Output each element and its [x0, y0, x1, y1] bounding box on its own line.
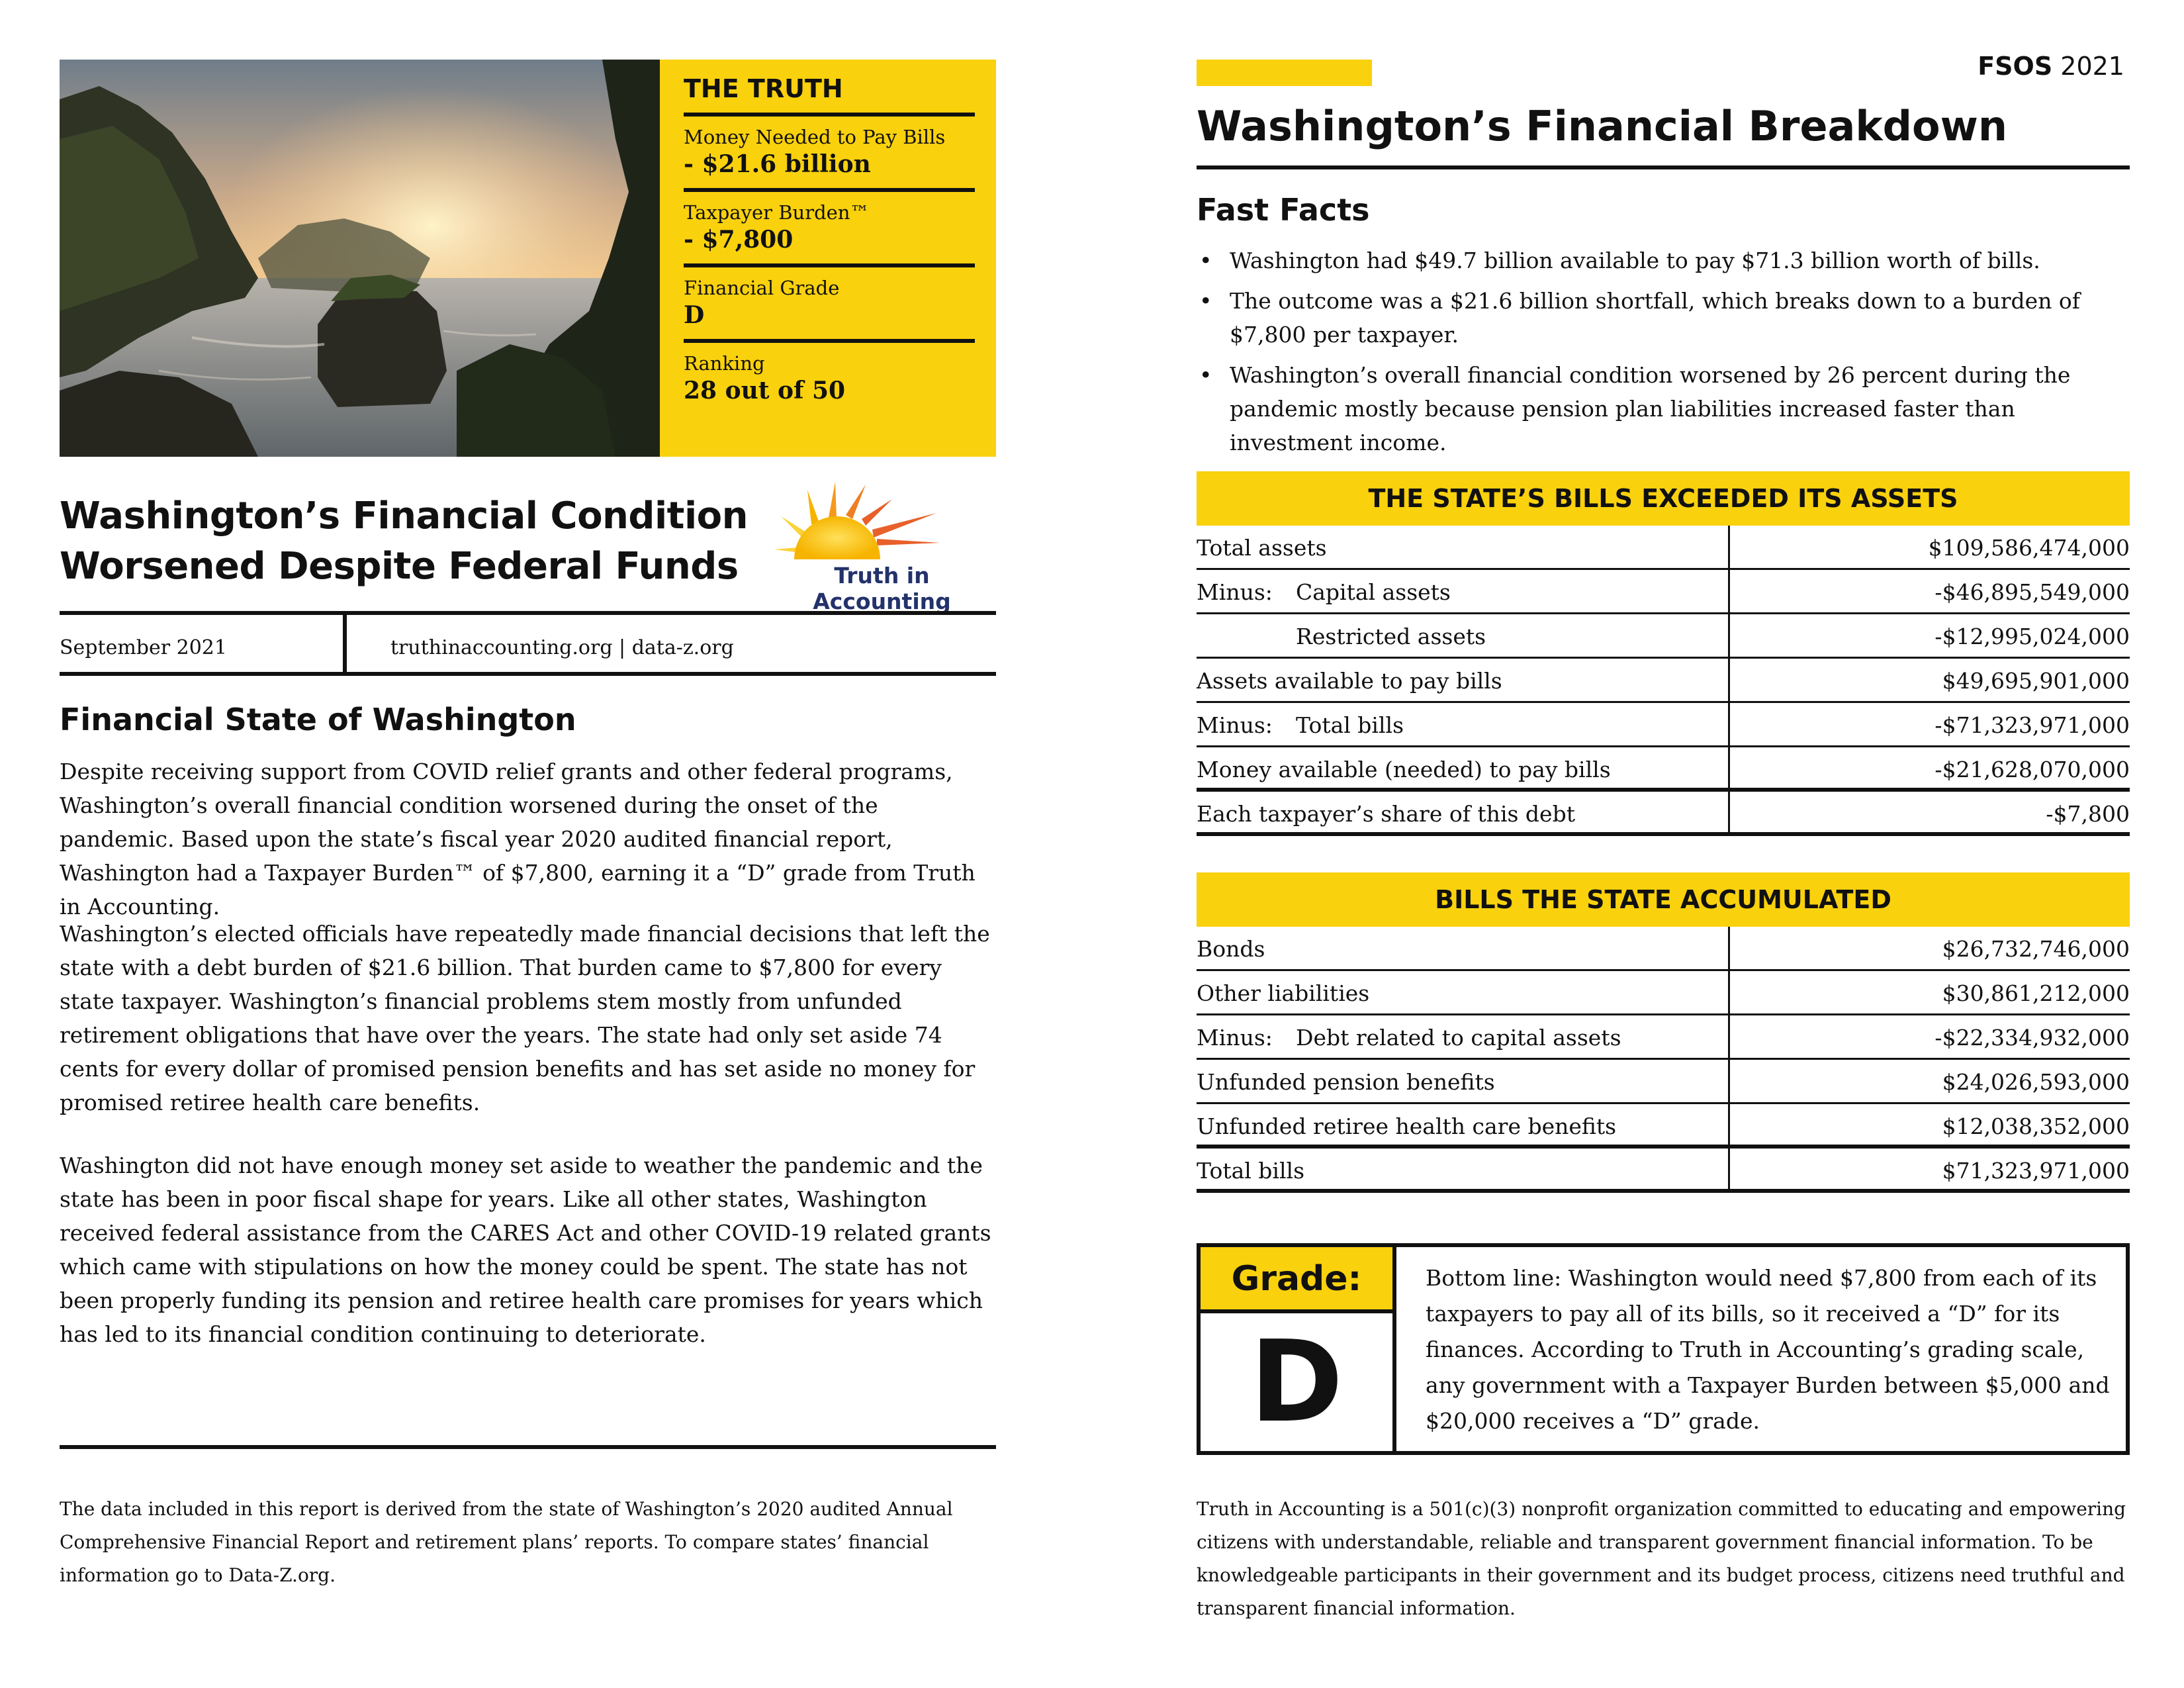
row-label: Other liabilities	[1197, 980, 1370, 1006]
column-divider	[1728, 703, 1730, 745]
fast-facts-list	[1197, 244, 2136, 466]
fsos-badge	[1978, 52, 2124, 81]
column-divider	[1728, 1149, 1730, 1189]
column-divider	[1728, 971, 1730, 1013]
logo-wordmark: Truth in Accounting	[813, 563, 951, 614]
body-paragraph: Despite receiving support from COVID relief grants and other federal programs, Washington’s overall financial condition worsened during the onset of the pandemic. Based upon the state’s fiscal year 2020 audited financial report, Washington had a Taxpayer Burden™ of $7,800, earning it a “D” grade from Truth in Accounting.	[60, 759, 976, 919]
row-value: $30,861,212,000	[1942, 980, 2130, 1006]
column-divider	[1728, 659, 1730, 701]
table-row	[1197, 570, 2130, 614]
fast-fact-item: • The outcome was a $21.6 billion shortfall, which breaks down to a burden of $7,800 per taxpayer.	[1197, 284, 2136, 352]
row-label: Debt related to capital assets	[1296, 1025, 1621, 1051]
row-value: $24,026,593,000	[1942, 1069, 2130, 1095]
date-bar-divider	[343, 615, 347, 672]
table-row	[1197, 703, 2130, 747]
publication-date: September 2021	[60, 636, 227, 659]
table-row	[1197, 747, 2130, 792]
row-value: $12,038,352,000	[1942, 1113, 2130, 1139]
column-divider	[1728, 792, 1730, 832]
fsos-label: FSOS	[1978, 52, 2053, 81]
body-paragraph: Washington did not have enough money set aside to weather the pandemic and the state has been in poor fiscal shape for years. Like all other states, Washington received federal assistance from the CARES Act and other COVID-19 related grants which came with stipulations on how the money could be spent. The state has not been properly funding its pension and retiree health care promises for years which has led to its financial condition continuing to deteriorate.	[60, 1152, 991, 1347]
row-value: $71,323,971,000	[1942, 1158, 2130, 1184]
truth-item-taxpayer-burden	[684, 192, 975, 267]
row-value: -$71,323,971,000	[1934, 712, 2130, 738]
report-title-line1: Washington’s Financial Condition	[60, 494, 748, 538]
truth-label: Ranking	[684, 352, 765, 375]
row-value: -$7,800	[2046, 801, 2130, 827]
row-label: Each taxpayer’s share of this debt	[1197, 801, 1575, 827]
row-label: Total bills	[1197, 1158, 1305, 1184]
date-bar	[60, 611, 996, 676]
row-prefix: Minus:	[1197, 712, 1273, 738]
column-divider	[1728, 1104, 1730, 1145]
row-label: Bonds	[1197, 936, 1265, 962]
table-row	[1197, 1149, 2130, 1193]
column-divider	[1728, 570, 1730, 612]
row-value: -$22,334,932,000	[1934, 1025, 2130, 1051]
table-row	[1197, 526, 2130, 570]
row-label: Unfunded pension benefits	[1197, 1069, 1495, 1095]
grade-label: Grade:	[1201, 1247, 1392, 1313]
fast-fact-item: • Washington’s overall financial condition worsened by 26 percent during the pandemic mostly because pension plan liabilities increased faster than investment income.	[1197, 358, 2136, 459]
truth-item-money-needed	[684, 117, 975, 192]
report-title-line2: Worsened Despite Federal Funds	[60, 545, 739, 588]
row-label: Restricted assets	[1296, 624, 1486, 649]
accent-bar	[1197, 60, 1372, 86]
table-row	[1197, 1060, 2130, 1104]
fast-fact-item: • Washington had $49.7 billion available to pay $71.3 billion worth of bills.	[1197, 244, 2136, 277]
truth-heading: THE TRUTH	[684, 74, 975, 117]
truth-label: Money Needed to Pay Bills	[684, 126, 946, 148]
column-divider	[1728, 927, 1730, 969]
fast-facts-title: Fast Facts	[1197, 192, 1370, 228]
website-links[interactable]: truthinaccounting.org | data-z.org	[390, 636, 734, 659]
truth-item-financial-grade	[684, 267, 975, 343]
row-value: $109,586,474,000	[1928, 535, 2130, 561]
truth-summary-box	[660, 60, 996, 457]
row-label: Total assets	[1197, 535, 1327, 561]
truth-value: D	[684, 301, 705, 329]
column-divider	[1728, 526, 1730, 568]
coastline-photo-art	[60, 60, 660, 457]
row-label: Money available (needed) to pay bills	[1197, 757, 1611, 782]
row-label: Assets available to pay bills	[1197, 668, 1502, 694]
truth-label: Financial Grade	[684, 277, 840, 299]
grade-explanation: Bottom line: Washington would need $7,800 from each of its taxpayers to pay all of its bills, so it received a “D” for its finances. According to Truth in Accounting’s grading scale, any government with a Taxpayer Burden between $5,000 and $20,000 receives a “D” grade.	[1426, 1265, 2110, 1434]
table-row	[1197, 1104, 2130, 1149]
report-title	[60, 491, 754, 592]
truth-value: - $21.6 billion	[684, 150, 871, 178]
truth-label: Taxpayer Burden™	[684, 201, 870, 224]
table-row	[1197, 971, 2130, 1015]
body-paragraph: Washington’s elected officials have repeatedly made financial decisions that left the state with a debt burden of $21.6 billion. That burden came to $7,800 for every state taxpayer. Washington’s financial problems stem mostly from unfunded retirement obligations that have over the years. The state had only set aside 74 cents for every dollar of promised pension benefits and has set aside no money for promised retiree health care benefits.	[60, 921, 990, 1115]
column-divider	[1728, 1015, 1730, 1058]
column-divider	[1728, 747, 1730, 788]
right-footnote: Truth in Accounting is a 501(c)(3) nonprofit organization committed to educating and empowering citizens with understandable, reliable and transparent government financial information. To be knowledgeable participants in their government and its budget process, citizens need truthful and transparent financial information.	[1197, 1498, 2126, 1619]
assets-table	[1197, 526, 2130, 836]
left-footer-divider	[60, 1445, 996, 1449]
row-label: Unfunded retiree health care benefits	[1197, 1113, 1617, 1139]
fsos-year: 2021	[2060, 52, 2124, 81]
breakdown-title: Washington’s Financial Breakdown	[1197, 102, 2007, 150]
row-value: -$12,995,024,000	[1934, 624, 2130, 649]
row-prefix: Minus:	[1197, 1025, 1273, 1051]
table-row	[1197, 659, 2130, 703]
table-row	[1197, 1015, 2130, 1060]
row-value: $49,695,901,000	[1942, 668, 2130, 694]
table-row	[1197, 792, 2130, 836]
section-title-financial-state: Financial State of Washington	[60, 702, 576, 737]
bills-table	[1197, 927, 2130, 1193]
left-footnote: The data included in this report is derived from the state of Washington’s 2020 audited Annual Comprehensive Financial Report and retirement plans’ reports. To compare states’ financial information go to Data-Z.org.	[60, 1498, 953, 1586]
row-value: -$46,895,549,000	[1934, 579, 2130, 605]
row-prefix: Minus:	[1197, 579, 1273, 605]
truth-value: 28 out of 50	[684, 377, 846, 404]
grade-box	[1197, 1243, 2130, 1455]
table-row	[1197, 927, 2130, 971]
grade-letter: D	[1250, 1317, 1343, 1448]
breakdown-title-rule	[1197, 165, 2130, 169]
row-label: Capital assets	[1296, 579, 1451, 605]
bills-table-heading: BILLS THE STATE ACCUMULATED	[1197, 872, 2130, 927]
column-divider	[1728, 1060, 1730, 1102]
assets-table-heading: THE STATE’S BILLS EXCEEDED ITS ASSETS	[1197, 471, 2130, 526]
row-value: -$21,628,070,000	[1934, 757, 2130, 782]
truth-item-ranking	[684, 343, 975, 414]
coastline-photo	[60, 60, 660, 457]
grade-box-divider	[1392, 1247, 1396, 1451]
column-divider	[1728, 614, 1730, 657]
truth-value: - $7,800	[684, 226, 794, 254]
row-value: $26,732,746,000	[1942, 936, 2130, 962]
table-row	[1197, 614, 2130, 659]
row-label: Total bills	[1296, 712, 1404, 738]
